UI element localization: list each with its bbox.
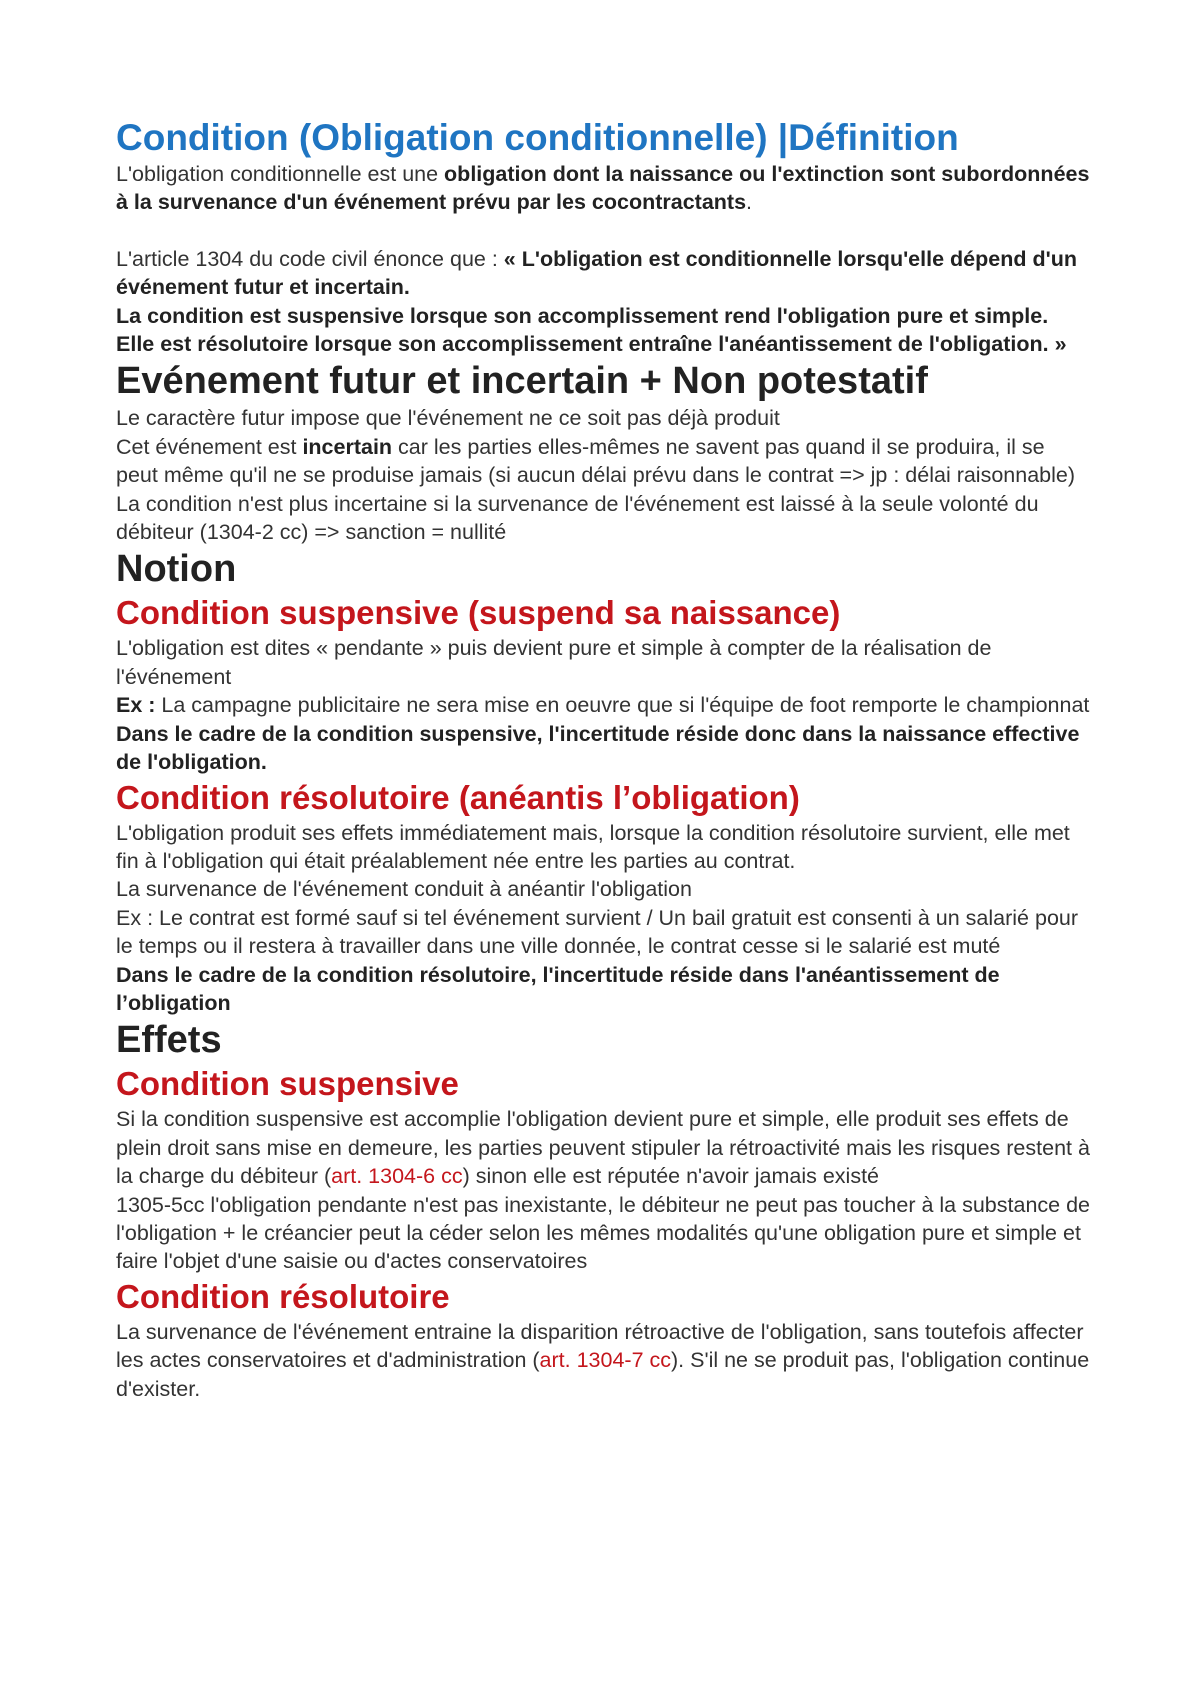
bold-text-run: Dans le cadre de la condition résolutoire, l'incertitude réside dans l'anéantissement de l’obligation (116, 962, 1000, 1015)
document-page (116, 116, 1091, 1403)
bold-text-run: incertain (302, 434, 393, 459)
section-title-evenement: Evénement futur et incertain + Non potestatif (116, 360, 928, 403)
article-reference: art. 1304-6 cc (331, 1164, 463, 1189)
bold-text-run: Elle est résolutoire lorsque son accomplissement entraîne l'anéantissement de l'obligation. » (116, 332, 1067, 357)
effets-resolutoire-paragraph (116, 1318, 1091, 1403)
bold-text-run: Dans le cadre de la condition suspensive, l'incertitude réside donc dans la naissance effective de l'obligation. (116, 721, 1080, 775)
article-reference: art. 1304-7 cc (539, 1348, 672, 1373)
text-run: car les parties elles-mêmes ne savent pas quand il se produira, il se peut même qu'il ne se produise jamais (si aucun délai prévu dans le contrat => jp : délai raisonnable) (116, 434, 1076, 488)
suspensive-summary (116, 720, 1091, 777)
text-run: La survenance de l'événement entraine la disparition rétroactive de l'obligation, sans toutefois affecter les actes conservatoires et d'administration ( (116, 1319, 1084, 1373)
text-run: ) sinon elle est réputée n'avoir jamais existé (462, 1164, 880, 1189)
section-title-definition: Condition (Obligation conditionnelle) |Définition (116, 117, 959, 158)
section-title-effets: Effets (116, 1019, 222, 1062)
subsection-title-effets-suspensive: Condition suspensive (116, 1065, 459, 1103)
text-run: L'obligation conditionnelle est une (116, 162, 445, 186)
text-run: Cet événement est (116, 434, 303, 459)
text-run: La campagne publicitaire ne sera mise en oeuvre que si l'équipe de foot remporte le championnat (155, 693, 1090, 718)
pendante-paragraph: L'obligation est dites « pendante » puis devient pure et simple à compter de la réalisation de l'événement (116, 636, 992, 689)
bold-text-run: « L'obligation est conditionnelle lorsqu'elle dépend d'un événement futur et incertain. (116, 246, 1077, 300)
example-paragraph (116, 691, 1091, 719)
potestatif-paragraph: La condition n'est plus incertaine si la survenance de l'événement est laissé à la seule volonté du débiteur (1304-2 cc) => sanction = nullité (116, 491, 1039, 545)
subsection-title-suspensive: Condition suspensive (suspend sa naissance) (116, 594, 841, 632)
incertain-paragraph (116, 433, 1091, 490)
article-quote-suspensive (116, 302, 1091, 330)
effets-suspensive-paragraph (116, 1105, 1091, 1190)
bold-text-run: Ex : (116, 693, 156, 718)
text-run: ). S'il ne se produit pas, l'obligation continue d'exister. (116, 1348, 1090, 1401)
article-quote-intro (116, 245, 1091, 302)
resolutoire-example-paragraph: Ex : Le contrat est formé sauf si tel événement survient / Un bail gratuit est consenti à un salarié pour le temps ou il restera à travailler dans une ville donnée, le contrat cesse si le salarié est muté (116, 905, 1079, 959)
pendante-obligation-paragraph: 1305-5cc l'obligation pendante n'est pas inexistante, le débiteur ne peut pas toucher à la substance de l'obligation + le créancier peut la céder selon les mêmes modalités qu'une obligation pure et simple et faire l'objet d'une saisie ou d'actes conservatoires (116, 1192, 1090, 1274)
subsection-title-effets-resolutoire: Condition résolutoire (116, 1277, 450, 1315)
futur-paragraph: Le caractère futur impose que l'événement ne ce soit pas déjà produit (116, 406, 780, 431)
resolutoire-survenance-paragraph: La survenance de l'événement conduit à anéantir l'obligation (116, 877, 692, 902)
subsection-title-resolutoire: Condition résolutoire (anéantis l’obligation) (116, 778, 800, 816)
bold-text-run: La condition est suspensive lorsque son accomplissement rend l'obligation pure et simple. (116, 303, 1049, 328)
section-title-notion: Notion (116, 548, 237, 591)
article-quote-resolutoire (116, 330, 1091, 358)
blank-line (116, 217, 1091, 245)
resolutoire-effects-paragraph: L'obligation produit ses effets immédiatement mais, lorsque la condition résolutoire survient, elle met fin à l'obligation qui était préalablement née entre les parties au contrat. (116, 820, 1070, 873)
text-run: L'article 1304 du code civil énonce que : (116, 246, 504, 271)
definition-paragraph (116, 160, 1091, 217)
text-run: . (746, 190, 753, 215)
bold-text-run: obligation dont la naissance ou l'extinction sont subordonnées à la survenance d'un événement prévu par les cocontractants (116, 162, 1090, 215)
text-run: Si la condition suspensive est accomplie l'obligation devient pure et simple, elle produit ses effets de plein droit sans mise en demeure, les parties peuvent stipuler la rétroactivité mais les risques restent à la charge du débiteur ( (116, 1107, 1090, 1189)
resolutoire-summary (116, 961, 1091, 1018)
